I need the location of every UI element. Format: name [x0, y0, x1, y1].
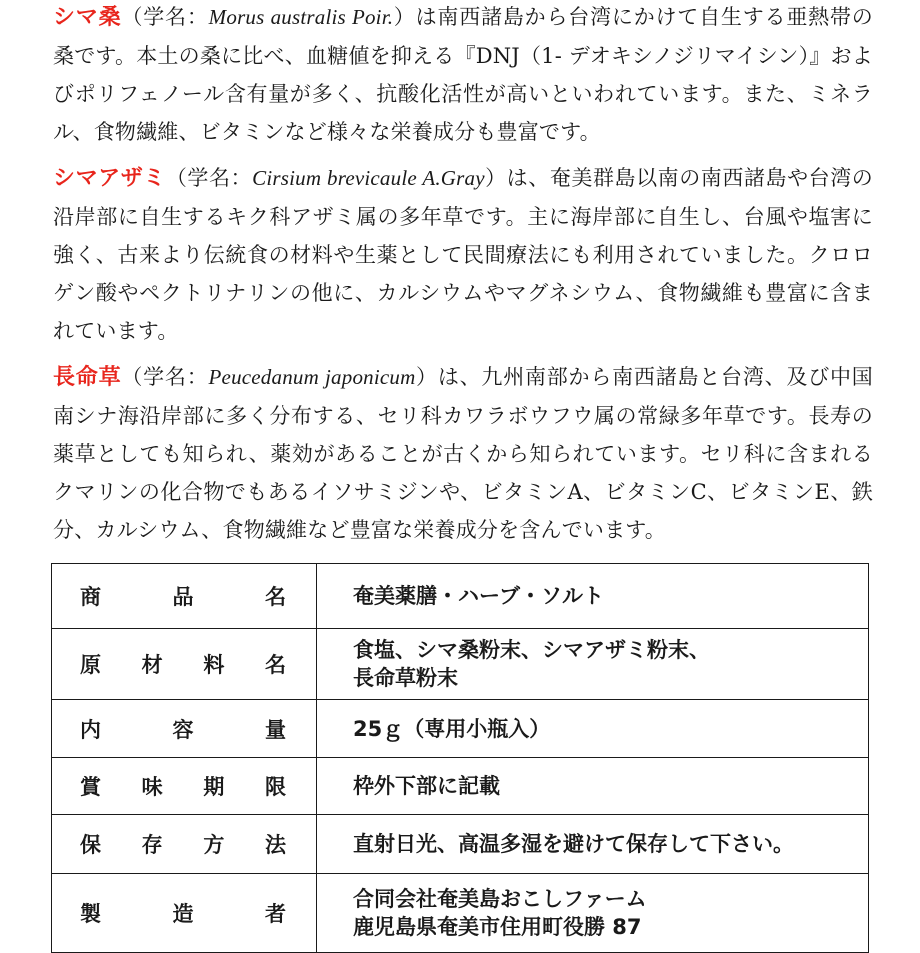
net-weight: 25ｇ [353, 716, 404, 741]
term-choumeisou: 長命草 [53, 365, 122, 390]
table-row [52, 629, 869, 700]
row-value-storage [317, 815, 869, 874]
row-value-product-name [317, 564, 869, 629]
container-note: （専用小瓶入） [403, 716, 551, 741]
sci-name-open: （学名： [121, 5, 209, 29]
paragraph-shimaazami [53, 159, 873, 350]
value-line: 直射日光、高温多湿を避けて保存して下さい。 [353, 832, 794, 856]
row-value-best-before [317, 758, 869, 815]
row-value-net-content [317, 700, 869, 758]
value-line: 長命草粉末 [353, 666, 458, 690]
latin-name-shimaguwa: Morus australis Poir. [208, 5, 394, 29]
paragraph-text: ）は、九州南部から南西諸島と台湾、及び中国南シナ海沿岸部に多く分布する、セリ科カワラボウフウ属の常緑多年草です。長寿の薬草としても知られ、薬効があることが古くから知られています。セリ科に含まれるクマリンの化合物でもあるイソサミジンや、ビタミンA、ビタミンC、ビタミンE、鉄分、カルシウム、食物繊維など豊富な栄養成分を含んでいます。 [53, 365, 873, 542]
paragraph-text: ）は南西諸島から台湾にかけて自生する亜熱帯の桑です。本土の桑に比べ、血糖値を抑える『DNJ（1- デオキシノジリマイシン）』およびポリフェノール含有量が多く、抗酸化活性が高いといわれています。また、ミネラル、食物繊維、ビタミンなど様々な栄養成分も豊富です。 [53, 5, 873, 144]
table-row [52, 874, 869, 953]
row-label-best-before: 賞味期限 [52, 758, 317, 815]
table-row [52, 758, 869, 815]
article-body [53, 0, 873, 549]
latin-name-choumeisou: Peucedanum japonicum [208, 365, 416, 389]
product-spec-table [51, 563, 869, 953]
row-label-net-content: 内容量 [52, 700, 317, 758]
row-label-product-name: 商品名 [52, 564, 317, 629]
value-line: 鹿児島県奄美市住用町役勝 87 [353, 915, 642, 939]
paragraph-choumeisou [53, 358, 873, 549]
row-label-ingredients: 原材料名 [52, 629, 317, 700]
row-value-ingredients [317, 629, 869, 700]
value-line: 奄美薬膳・ハーブ・ソルト [353, 584, 604, 608]
table-row [52, 700, 869, 758]
term-shimaazami: シマアザミ [53, 166, 166, 191]
term-shimaguwa: シマ桑 [53, 5, 122, 30]
table-row [52, 815, 869, 874]
row-label-manufacturer: 製造者 [52, 874, 317, 953]
latin-name-shimaazami: Cirsium brevicaule A.Gray [252, 166, 485, 190]
sci-name-open: （学名： [121, 365, 209, 389]
sci-name-open: （学名： [165, 166, 253, 190]
row-label-storage: 保存方法 [52, 815, 317, 874]
table-row [52, 564, 869, 629]
paragraph-text: ）は、奄美群島以南の南西諸島や台湾の沿岸部に自生するキク科アザミ属の多年草です。主に海岸部に自生し、台風や塩害に強く、古来より伝統食の材料や生薬として民間療法にも利用されていました。クロロゲン酸やペクトリナリンの他に、カルシウムやマグネシウム、食物繊維も豊富に含まれています。 [53, 166, 873, 343]
value-line: 枠外下部に記載 [353, 774, 500, 798]
paragraph-shimaguwa [53, 0, 873, 151]
value-line: 食塩、シマ桑粉末、シマアザミ粉末、 [353, 638, 710, 662]
row-value-manufacturer [317, 874, 869, 953]
value-line: 合同会社奄美島おこしファーム [353, 887, 647, 911]
